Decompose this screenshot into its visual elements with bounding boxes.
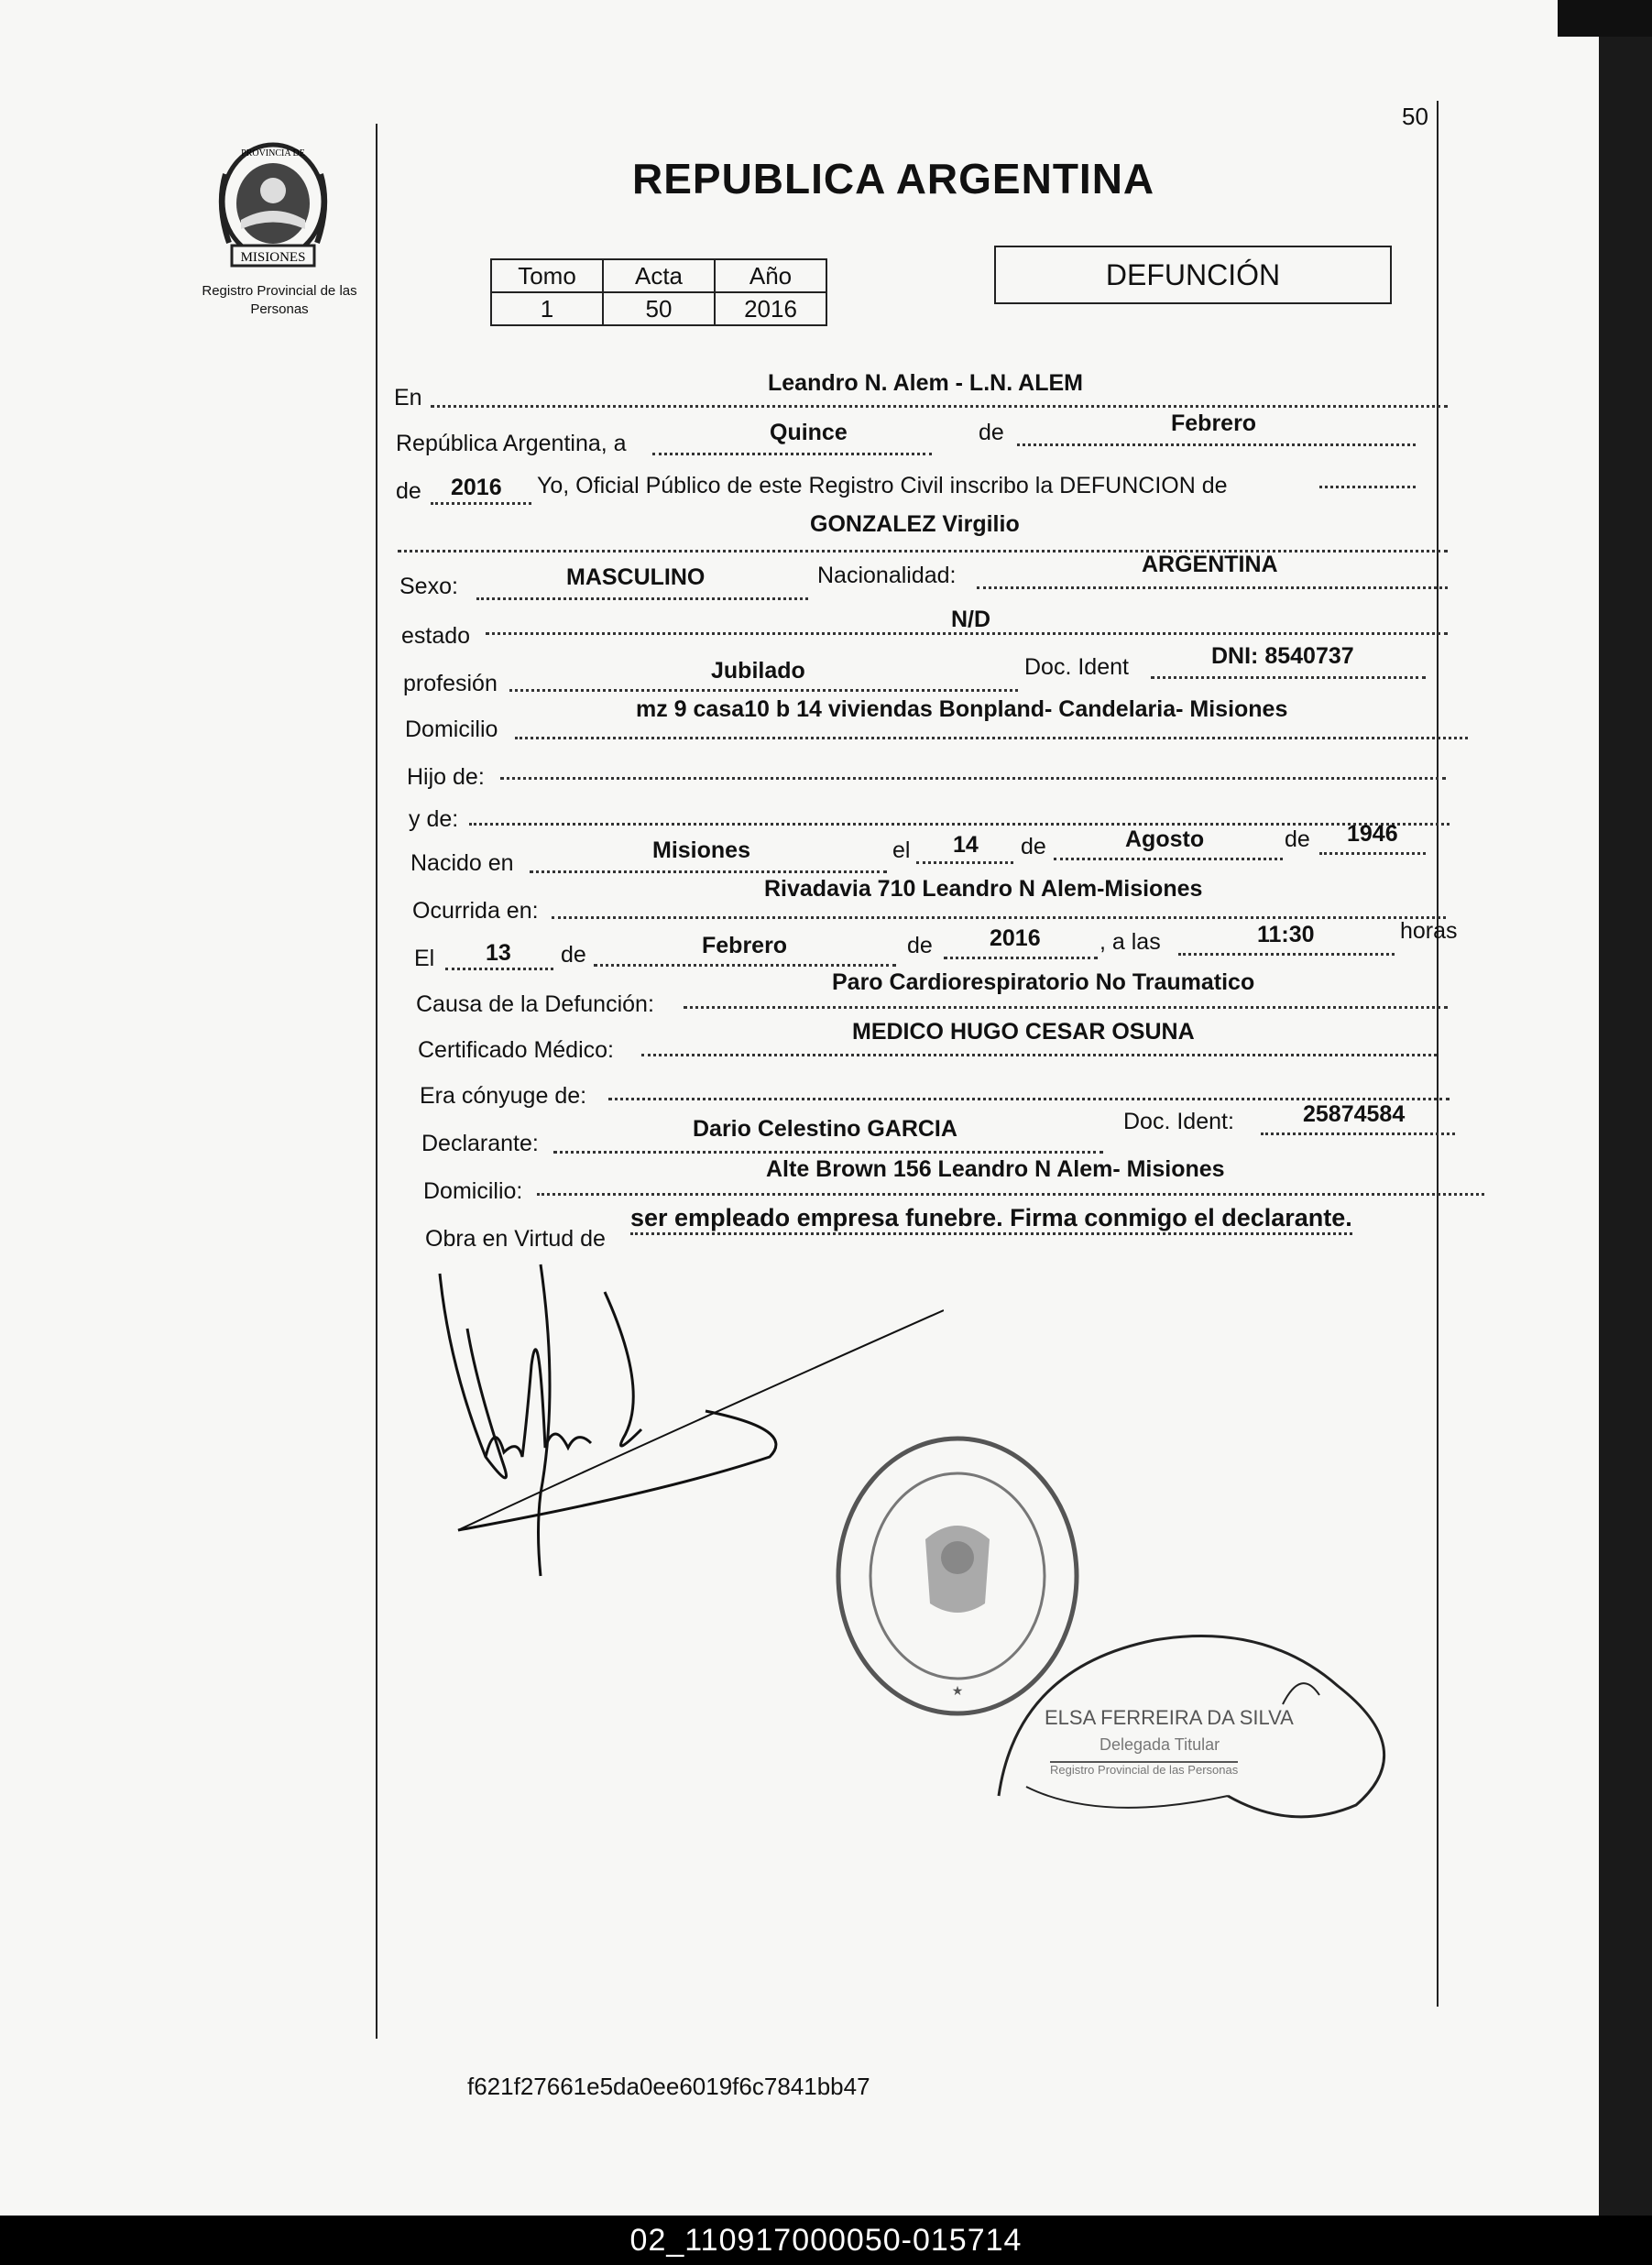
de-label-5: de: [561, 942, 586, 968]
death-month-line: [594, 964, 896, 967]
republica-label: República Argentina, a: [396, 431, 627, 456]
el2-label: El: [414, 946, 435, 971]
domicilio-label: Domicilio: [405, 717, 498, 742]
death-time-line: [1178, 953, 1395, 956]
document-hash: f621f27661e5da0ee6019f6c7841bb47: [467, 2073, 870, 2100]
emblem-top-text: PROVINCIA DE: [241, 148, 305, 159]
birth-day-line: [916, 861, 1013, 864]
nacido-value: Misiones: [652, 837, 750, 863]
sexo-label: Sexo:: [399, 574, 458, 599]
en-label: En: [394, 385, 422, 410]
death-day: 13: [486, 940, 511, 966]
nacionalidad-value: ARGENTINA: [1142, 552, 1278, 577]
domicilio-value: mz 9 casa10 b 14 viviendas Bonpland- Candelaria- Misiones: [636, 696, 1288, 722]
day-line: [652, 453, 932, 455]
de-label-2: de: [396, 478, 421, 504]
certificado-label: Certificado Médico:: [418, 1037, 614, 1063]
certificado-value: MEDICO HUGO CESAR OSUNA: [852, 1019, 1195, 1045]
day-value: Quince: [770, 420, 848, 445]
sexo-line: [476, 597, 808, 600]
birth-month-line: [1054, 858, 1283, 860]
de-label-6: de: [907, 933, 933, 958]
emblem-bottom-text: MISIONES: [240, 250, 306, 265]
value-tomo: 1: [491, 292, 603, 325]
month-line: [1017, 443, 1416, 446]
doc-ident-value: DNI: 8540737: [1211, 643, 1354, 669]
header-ano: Año: [715, 259, 826, 292]
death-year-line: [944, 957, 1098, 959]
death-time: 11:30: [1257, 922, 1315, 947]
doc-ident-label: Doc. Ident: [1024, 654, 1129, 680]
profesion-line: [509, 689, 1018, 692]
birth-day: 14: [953, 832, 979, 858]
doc-ident2-value: 25874584: [1303, 1101, 1406, 1127]
de-label-4: de: [1285, 826, 1310, 852]
officer-signature-icon: [990, 1613, 1429, 1851]
estado-value: N/D: [951, 607, 991, 632]
sexo-value: MASCULINO: [566, 564, 706, 590]
emblem-caption: Registro Provincial de las Personas: [202, 283, 357, 317]
obra-label: Obra en Virtud de: [425, 1226, 606, 1252]
a-las-label: , a las: [1100, 929, 1161, 955]
en-line: [431, 405, 1448, 408]
document-type-box: DEFUNCIÓN: [994, 246, 1392, 304]
name-line: [398, 550, 1448, 553]
birth-year-line: [1319, 852, 1426, 855]
svg-text:★: ★: [951, 1683, 964, 1698]
obra-value: ser empleado empresa funebre. Firma conmigo el declarante.: [630, 1204, 1352, 1235]
name-value: GONZALEZ Virgilio: [810, 511, 1020, 537]
de-label-1: de: [979, 420, 1004, 445]
officer-name: ELSA FERREIRA DA SILVA: [1045, 1706, 1294, 1729]
officer-office: Registro Provincial de las Personas: [1050, 1763, 1239, 1777]
scan-edge: [1599, 0, 1652, 2216]
yo-line: [1319, 486, 1416, 488]
nacionalidad-line: [977, 586, 1448, 589]
ocurrida-line: [552, 916, 1446, 919]
ocurrida-label: Ocurrida en:: [412, 898, 539, 924]
header-tomo: Tomo: [491, 259, 603, 292]
domicilio-line: [515, 737, 1468, 739]
declarante-line: [553, 1151, 1103, 1154]
ocurrida-value: Rivadavia 710 Leandro N Alem-Misiones: [764, 876, 1203, 902]
domicilio2-value: Alte Brown 156 Leandro N Alem- Misiones: [766, 1156, 1225, 1182]
y-de-label: y de:: [409, 806, 459, 832]
page-title: REPUBLICA ARGENTINA: [632, 155, 1155, 202]
header-acta: Acta: [603, 259, 715, 292]
domicilio2-label: Domicilio:: [423, 1178, 523, 1204]
birth-year: 1946: [1347, 821, 1398, 847]
footer-id: 02_110917000050-015714: [0, 2216, 1652, 2265]
profesion-label: profesión: [403, 671, 498, 696]
declarante-value: Dario Celestino GARCIA: [693, 1116, 957, 1142]
horas-label: horas: [1400, 918, 1458, 944]
declarante-label: Declarante:: [421, 1131, 539, 1156]
month-value: Febrero: [1171, 410, 1257, 436]
left-margin-line: [376, 124, 377, 2039]
y-de-line: [469, 823, 1450, 826]
causa-line: [684, 1006, 1448, 1009]
doc-ident2-line: [1261, 1132, 1455, 1135]
nacido-line: [530, 870, 887, 873]
value-ano: 2016: [715, 292, 826, 325]
causa-label: Causa de la Defunción:: [416, 991, 654, 1017]
doc-ident-line: [1151, 676, 1426, 679]
year-line: [431, 502, 531, 505]
right-margin-line: [1437, 101, 1439, 2007]
estado-label: estado: [401, 623, 471, 649]
page-number: 50: [1402, 103, 1428, 130]
nacido-label: Nacido en: [410, 850, 514, 876]
province-emblem-icon: [209, 137, 337, 275]
domicilio2-line: [537, 1193, 1484, 1196]
year-value: 2016: [451, 475, 502, 500]
officer-role: Delegada Titular: [1100, 1735, 1220, 1754]
scan-edge-top: [1558, 0, 1652, 37]
death-month: Febrero: [702, 933, 788, 958]
conyuge-line: [608, 1098, 1450, 1100]
registry-table: [490, 258, 827, 326]
hijo-line: [500, 777, 1446, 780]
birth-month: Agosto: [1125, 826, 1205, 852]
de-label-3: de: [1021, 834, 1046, 859]
death-day-line: [445, 968, 553, 970]
hijo-label: Hijo de:: [407, 764, 485, 790]
conyuge-label: Era cónyuge de:: [420, 1083, 587, 1109]
certificado-line: [641, 1054, 1437, 1056]
doc-ident2-label: Doc. Ident:: [1123, 1109, 1234, 1134]
en-value: Leandro N. Alem - L.N. ALEM: [768, 370, 1083, 396]
death-year: 2016: [990, 925, 1041, 951]
yo-text: Yo, Oficial Público de este Registro Civil inscribo la DEFUNCION de: [537, 473, 1228, 498]
causa-value: Paro Cardiorespiratorio No Traumatico: [832, 969, 1255, 995]
nacionalidad-label: Nacionalidad:: [817, 563, 957, 588]
el-label: el: [892, 837, 911, 863]
value-acta: 50: [603, 292, 715, 325]
profesion-value: Jubilado: [711, 658, 805, 684]
